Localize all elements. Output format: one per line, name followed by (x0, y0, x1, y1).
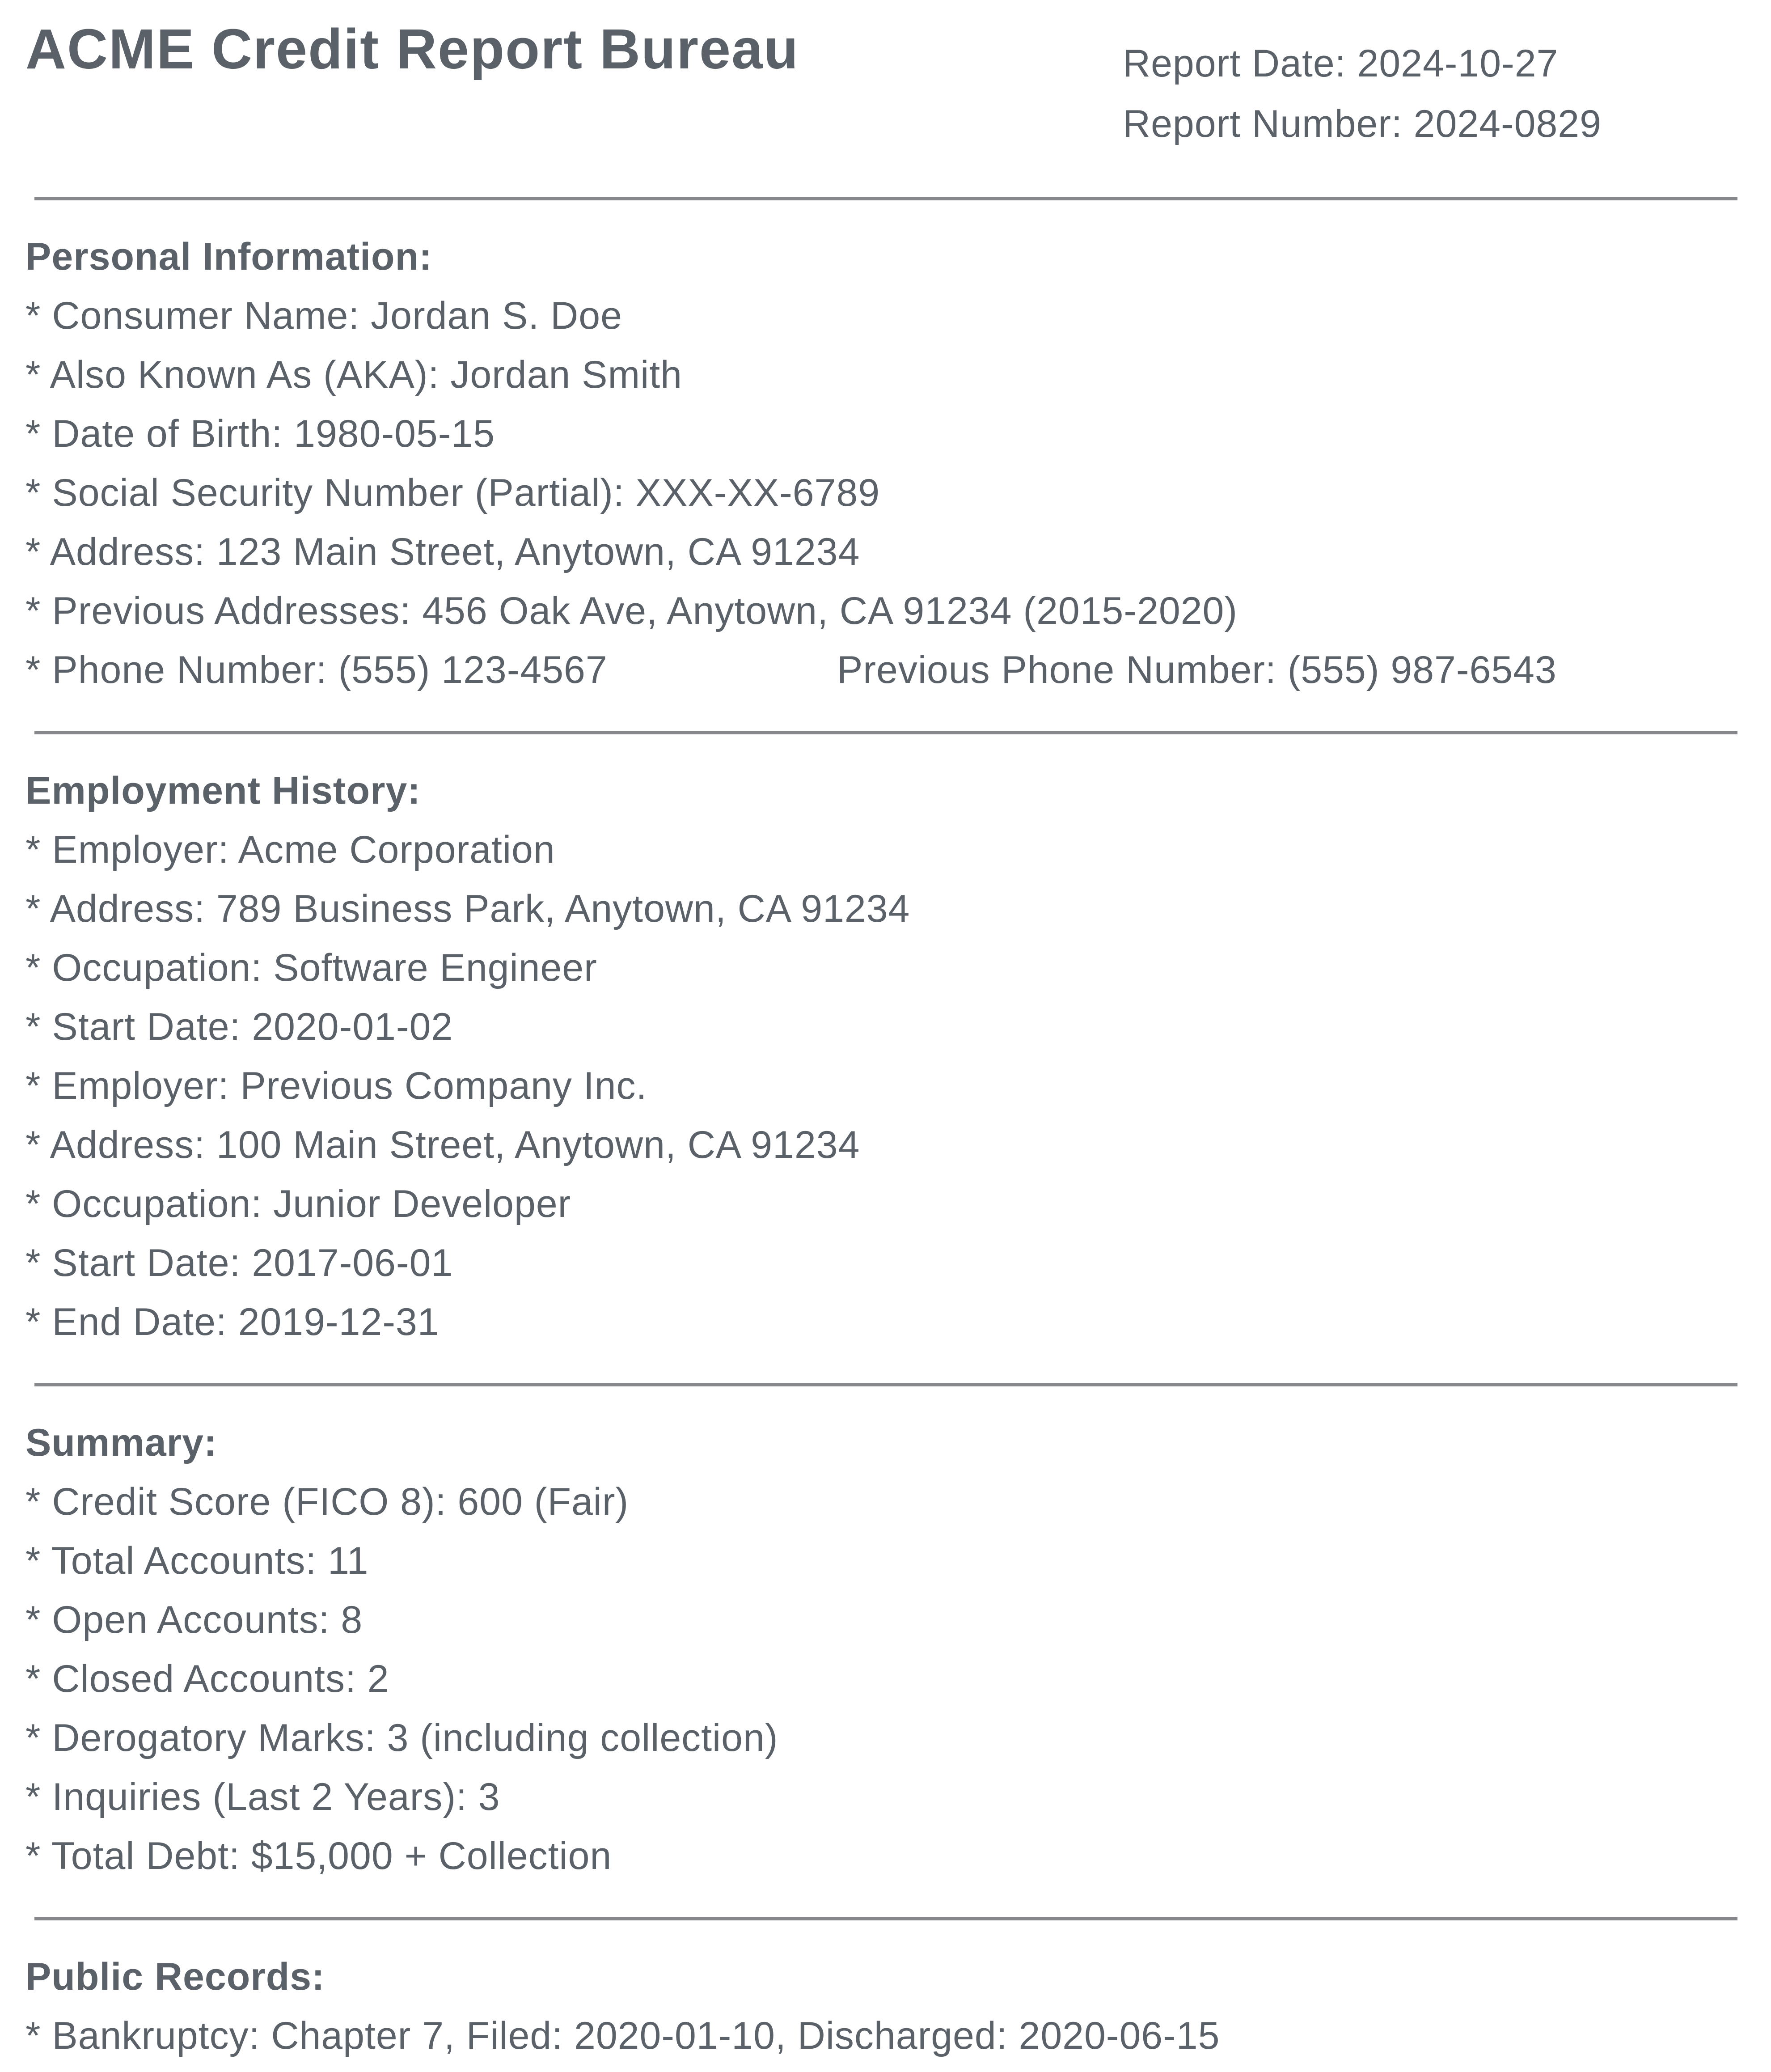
report-line-text: * Closed Accounts: 2 (25, 1657, 389, 1700)
report-header (25, 13, 1737, 165)
report-date: Report Date: 2024-10-27 (1123, 42, 1559, 85)
report-line (25, 2006, 1737, 2065)
report-line-text: * Total Accounts: 11 (25, 1539, 369, 1582)
report-line (25, 522, 1737, 581)
report-line-text: * Social Security Number (Partial): XXX-XX-6789 (25, 471, 880, 514)
report-line-text: * Inquiries (Last 2 Years): 3 (25, 1775, 500, 1818)
section-heading: Summary: (25, 1421, 217, 1464)
report-line (25, 1174, 1737, 1233)
report-line (25, 640, 1737, 699)
report-line-text: * Credit Score (FICO 8): 600 (Fair) (25, 1480, 629, 1523)
section-summary (25, 1413, 1737, 1886)
report-sections (25, 197, 1737, 2065)
report-line-text: * Employer: Acme Corporation (25, 828, 555, 871)
report-line (25, 1767, 1737, 1826)
section-heading: Personal Information: (25, 235, 432, 278)
report-line (25, 879, 1737, 938)
report-line (25, 1531, 1737, 1590)
page-title: ACME Credit Report Bureau (25, 17, 799, 81)
report-line (25, 1708, 1737, 1767)
section-divider (34, 1917, 1737, 1920)
report-line (25, 404, 1737, 463)
report-line (25, 997, 1737, 1056)
report-line-text: * Address: 123 Main Street, Anytown, CA 91234 (25, 530, 860, 573)
section-divider (34, 731, 1737, 734)
section-divider (34, 197, 1737, 200)
report-line (25, 1056, 1737, 1115)
report-meta (1123, 34, 1602, 154)
report-line-text: * Bankruptcy: Chapter 7, Filed: 2020-01-10, Discharged: 2020-06-15 (25, 2014, 1220, 2057)
report-line-text: * Date of Birth: 1980-05-15 (25, 412, 495, 455)
report-line (25, 1115, 1737, 1174)
section-personal-information (25, 227, 1737, 699)
report-line-text: * Also Known As (AKA): Jordan Smith (25, 353, 682, 396)
report-line-text: * Start Date: 2017-06-01 (25, 1242, 453, 1284)
report-line (25, 1233, 1737, 1292)
report-line (25, 1649, 1737, 1708)
report-line (25, 1292, 1737, 1352)
report-line (25, 1826, 1737, 1886)
report-line (25, 938, 1737, 997)
report-line-text: * Start Date: 2020-01-02 (25, 1005, 453, 1048)
section-employment-history (25, 761, 1737, 1352)
report-line-text: * Address: 789 Business Park, Anytown, CA 91234 (25, 887, 910, 930)
report-line-text: * Previous Addresses: 456 Oak Ave, Anytown, CA 91234 (2015-2020) (25, 589, 1238, 632)
report-line-text: * Derogatory Marks: 3 (including collection) (25, 1716, 778, 1759)
section-divider (34, 1383, 1737, 1386)
report-line (25, 1472, 1737, 1531)
report-line (25, 1590, 1737, 1649)
report-line-text: * Total Debt: $15,000 + Collection (25, 1835, 612, 1877)
previous-phone-number: Previous Phone Number: (555) 987-6543 (837, 648, 1557, 691)
report-line (25, 820, 1737, 879)
report-line-text: * Open Accounts: 8 (25, 1598, 363, 1641)
section-heading: Employment History: (25, 769, 421, 812)
section-public-records (25, 1947, 1737, 2065)
report-line (25, 463, 1737, 522)
section-heading: Public Records: (25, 1955, 325, 1998)
report-line-text: * Consumer Name: Jordan S. Doe (25, 294, 622, 337)
report-line (25, 345, 1737, 404)
report-line (25, 286, 1737, 345)
report-line-text: * Occupation: Software Engineer (25, 946, 597, 989)
report-line-text: * Employer: Previous Company Inc. (25, 1064, 647, 1107)
report-number: Report Number: 2024-0829 (1123, 102, 1602, 145)
report-line-text: * End Date: 2019-12-31 (25, 1301, 440, 1343)
report-line-text: * Phone Number: (555) 123-4567 (25, 648, 608, 691)
report-line (25, 581, 1737, 640)
report-line-text: * Occupation: Junior Developer (25, 1182, 571, 1225)
report-line-text: * Address: 100 Main Street, Anytown, CA 91234 (25, 1123, 860, 1166)
